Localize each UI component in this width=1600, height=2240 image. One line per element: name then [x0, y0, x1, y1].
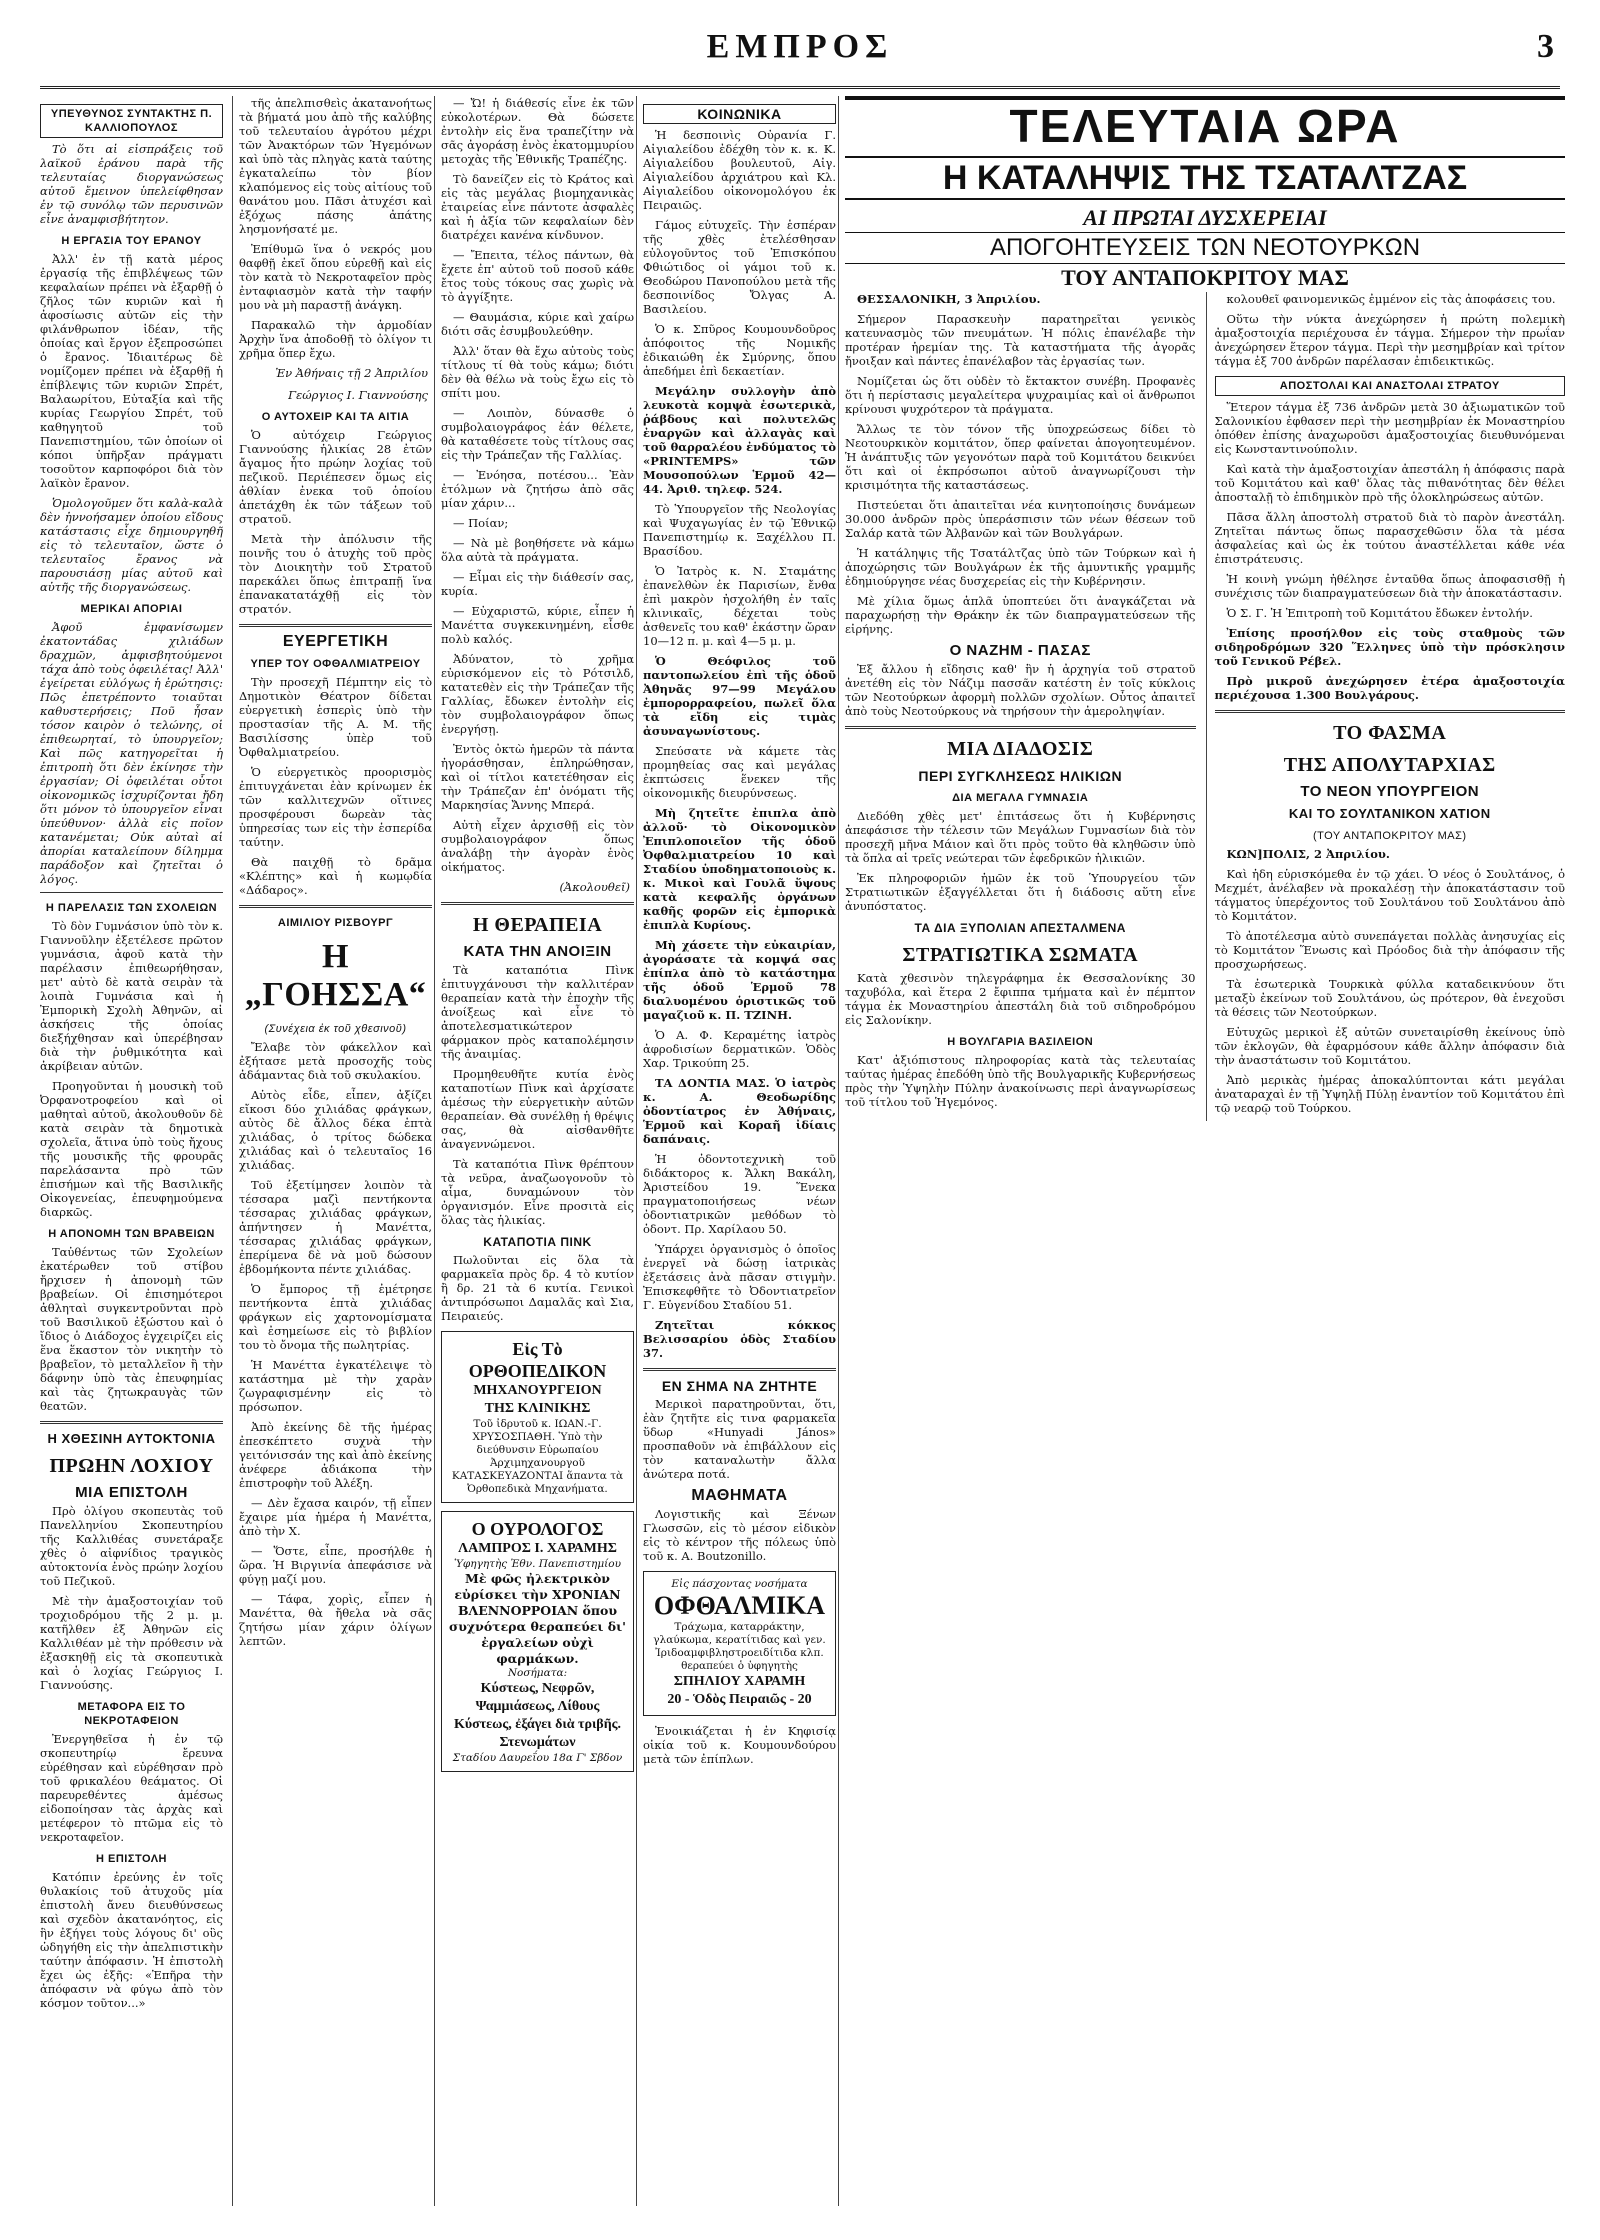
ad-body: Κύστεως, Νεφρῶν, Ψαμμιάσεως, Λίθους Κύστεως, ἐξάγει διὰ τριβῆς. Στενωμάτων [453, 1681, 622, 1750]
headline: ΤΗΣ ΑΠΟΛΥΤΑΡΧΙΑΣ [1283, 754, 1496, 776]
paragraph: Αὐτὸς εἶδε, εἶπεν, ἀξίζει εἴκοσι δύο χιλιάδας φράγκων, αὐτὸς δὲ ἄλλος δέκα ἑπτὰ χιλιάδας, ὁ τρίτος δώδεκα χιλιάδας καὶ ὁ τελευταῖος 16 χιλιάδας. [239, 1088, 432, 1172]
paragraph: Τὰ καταπότια Πὶνκ ἐπιτυγχάνουσι τὴν καλλιτέραν θεραπείαν κατὰ τὴν ἐποχὴν τῆς ἀνοίξεως καὶ εἶνε τὸ ἀποτελεσματικώτερον φάρμακον πρὸς καταπολέμησιν τῆς ἀναιμίας. [441, 963, 634, 1061]
paragraph: Ὁ Σ. Γ. Ἡ Ἐπιτροπὴ τοῦ Κομιτάτου ἔδωκεν ἐντολήν. [1226, 606, 1533, 620]
paragraph: Πρὸ ὀλίγου σκοπευτὰς τοῦ Πανελληνίου Σκοπευτηρίου τῆς Καλλιθέας συνετάραξε χθὲς ὁ αἰφνίδιος τραγικὸς αὐτοκτονία ἑνὸς πρώην λοχίου τοῦ Πεζικοῦ. [40, 1504, 223, 1588]
paragraph: Κατὰ χθεσινὸν τηλεγράφημα ἐκ Θεσσαλονίκης 30 ταχυβόλα, καὶ ἕτερα 2 ἔφιππα τμήματα καὶ ἐν πέμπτον τάγμα ἐκ Μοναστηρίου ἀπεστάλη διὰ τοῦ σιδηροδρόμου εἰς Σαλονίκην. [845, 971, 1196, 1027]
paragraph: Οὕτω τὴν νύκτα ἀνεχώρησεν ἡ πρώτη πολεμικὴ ἀμαξοστοιχία περιέχουσα ἐν τάγμα. Σήμερον τὴν πρωΐαν ἀνεχώρησεν ἕτερον τάγμα. Περὶ τὴν μεσημβρίαν καὶ τρίτον τάγμα ἐξ 700 ἀνδρῶν παρέλασαν ἐπιδεικτικῶς. [1214, 312, 1565, 368]
latest-news-right [1206, 292, 1566, 1121]
paragraph: Μὴ χάσετε τὴν εὐκαιρίαν, ἀγοράσατε τὰ κομψά σας ἐπίπλα ἀπὸ τὸ κατάστημα τῆς ὁδοῦ Ἑρμοῦ 78 διαλυομένου ὁριστικῶς τοῦ μαγαζιοῦ κ. Π. ΤΖΙΝΗ. [643, 938, 836, 1022]
paragraph: Ἡ κοινὴ γνώμη ἠθέλησε ἐνταῦθα ὅπως ἀποφασισθῇ ἡ συνέχισις τῶν διαπραγματεύσεων διὰ τὴν ἀποκατάστασιν. [1214, 572, 1565, 600]
paragraph: Ὁ Ἰατρὸς κ. Ν. Σταμάτης ἐπανελθὼν ἐκ Παρισίων, ἔνθα ἐπὶ μακρὸν ἠσχολήθη ἐν ταῖς κλινικαῖς, δέχεται τοὺς ἀσθενεῖς του καθ' ἑκάστην ὥραν 10—12 π. μ. καὶ 4—5 μ. μ. [643, 564, 836, 648]
paragraph: Μεγάλην συλλογὴν ἀπὸ λευκοτὰ κομψὰ ἐσωτερικὰ, ῥάβδους καὶ πολυτελῶς ἐναργῶν καὶ ἀλλαγὰς καὶ τοῦ θαρραλέου ἐνδύματος τὸ «PRINTEMPS» τῶν Μουσοπούλων Ἑρμοῦ 42—44. Ἀριθ. τηλεφ. 524. [643, 384, 836, 496]
headline: ΜΙΑ ΕΠΙΣΤΟΛΗ [75, 1484, 188, 1501]
paragraph: Μὲ τὴν ἀμαξοστοιχίαν τοῦ τροχιοδρόμου τῆς 2 μ. μ. κατῆλθεν ἐξ Ἀθηνῶν εἰς Καλλιθέαν μὲ τὴν πρόθεσιν νὰ ἐξασκηθῇ εἰς τὰ σκοπευτικὰ καὶ ὁ λοχίας Γεώργιος Ι. Γιαννούσης. [40, 1594, 223, 1692]
paragraph: Ἀφοῦ ἐμφανίσωμεν ἐκατοντάδας χιλιάδων δραχμῶν, ἀμφισβητούμενοι τάχα ἀπὸ τοὺς ὀφειλέτας! Ἀλλ' ἐγείρεται εὐλόγως ἡ ἐρώτησις: Πῶς ἐπετρέποντο τοιαῦται καθυστερήσεις; Ποῦ ἦσαν τόσον καιρὸν ὁ τελώνης, οἱ ἐπιθεωρηταί, τὸ ὑπουργεῖον; Καὶ πῶς κατηγορεῖται ἡ ἐπιτροπὴ ὅτι δὲν ἐκίνησε τὴν ἐργασίαν; Οἱ ὀφειλέται οὗτοι οἰκονομικῶς ἰσχυρίζονται ἤδη ὅτι μόνον τὸ ὑπουργεῖον εἶναι ὑπεύθυνον· ἀλλὰ εἰς ποῖον κατανέμεται; Οὐκ αὐταὶ αἱ ἀπορίαι καταλείπουν δίλημμα παράδοξον καὶ ζητεῖται ὁ λόγος. [40, 620, 223, 886]
latest-news-columns [845, 292, 1565, 1121]
paragraph: Πρὸ μικροῦ ἀνεχώρησεν ἐτέρα ἀμαξοστοιχία περιέχουσα 1.300 Βουλγάρους. [1214, 674, 1565, 702]
ad-body: Τοῦ ἰδρυτοῦ κ. ΙΩΑΝ.-Γ. ΧΡΥΣΟΣΠΑΘΗ. Ὑπὸ τὴν διεύθυνσιν Εὐρωπαίου Ἀρχιμηχανουργοῦ ΚΑΤΑΣΚΕΥΑΖΟΝΤΑΙ ἅπαντα τὰ Ὀρθοπεδικὰ Μηχανήματα. [451, 1418, 624, 1495]
paragraph: Θὰ παιχθῇ τὸ δρᾶμα «Κλέπτης» καὶ ἡ κωμῳδία «Δάδαρος». [239, 855, 432, 897]
paragraph: Ἀλλ' ὅταν θὰ ἔχω αὐτοὺς τοὺς τίτλους τί θὰ τοὺς κάμω; διότι δὲν θὰ θέλω νὰ τοὺς ἔχω εἰς τὸ σπίτι μου. [441, 344, 634, 400]
banner-byline: ΤΟΥ ΑΝΤΑΠΟΚΡΙΤΟΥ ΜΑΣ [1061, 265, 1349, 290]
paragraph: Ἕτερον τάγμα ἐξ 736 ἀνδρῶν μετὰ 30 ἀξιωματικῶν τοῦ Σαλονικίου ἐφθασεν περὶ τὴν μεσημβρίαν ἐκ Μοναστηρίου ὁπόθεν ἐπίσης ἀναχωροῦσι ἀμαξοστοιχίας διευθυνόμεναι εἰς Κωνσταντινούπολιν. [1214, 400, 1565, 456]
paragraph: — Θαυμάσια, κύριε καὶ χαίρω διότι σᾶς ἐσυμβουλεύθην. [441, 310, 634, 338]
paragraph: κολουθεῖ φαινομενικῶς ἐμμένον εἰς τὰς ἀποφάσεις του. [1226, 292, 1556, 306]
paragraph: ΤΑ ΔΟΝΤΙΑ ΜΑΣ. Ὁ ἰατρὸς κ. Α. Θεοδωρίδης ὀδοντίατρος ἐν Ἀθήναις, Ἑρμοῦ καὶ Κοραῆ ἰδίαις δαπάναις. [643, 1076, 836, 1146]
paragraph: Ἄλλως τε τὸν τόνον τῆς ὑποχρεώσεως δίδει τὸ Νεοτουρκικὸν κομιτάτον, ὅπερ φαίνεται ἀπογοητευμένον. Ἡ ἀνάπτυξις τῶν γεγονότων παρὰ τοῦ Κομιτάτου δεικνύει ὅτι καὶ οἱ ἐκπρόσωποι αὐτοῦ ἀναγνωρίζουσι τὴν κρισιμότητα τῆς καταστάσεως. [845, 422, 1196, 492]
subheading: ΤΑ ΔΙΑ ΞΥΠΟΛΙΑΝ ΑΠΕΣΤΑΛΜΕΝΑ [914, 921, 1126, 935]
paragraph: Πᾶσα ἄλλη ἀποστολὴ στρατοῦ διὰ τὸ παρὸν ἀνεστάλη. Ζητεῖται πάντως ὅπως παρασχεθῶσιν ὅλα τὰ μέσα ἀσφαλείας καὶ ὡς ἐκ τούτου ἀναστέλλεται κάθε νέα ἐπιστράτευσις. [1214, 510, 1565, 566]
paragraph: — Λοιπὸν, δύνασθε ὁ συμβολαιογράφος ἐάν θέλετε, θὰ καταθέσετε τοὺς τίτλους σας εἰς τὴν Τράπεζαν τῆς Γαλλίας. [441, 406, 634, 462]
section-heading: ΚΟΙΝΩΝΙΚΑ [643, 104, 836, 124]
banner-subheadline: ΑΠΟΓΟΗΤΕΥΣΕΙΣ ΤΩΝ ΝΕΟΤΟΥΡΚΩΝ [845, 232, 1565, 264]
paragraph: Λογιστικῆς καὶ Ξένων Γλωσσῶν, εἰς τὸ μέσον εἰδικὸν εἰς τὸ κέντρον τῆς πόλεως ὑπὸ τοῦ κ. Α. Boutzonillo. [643, 1507, 836, 1563]
paragraph: Ὁ Θεόφιλος τοῦ παντοπωλείου ἐπὶ τῆς ὁδοῦ Ἀθηνᾶς 97—99 Μεγάλου ἐμπορορραφείου, πωλεῖ ὅλα τὰ εἴδη εἰς τιμὰς ἀσυναγωνίστους. [643, 654, 836, 738]
paragraph: Παρακαλῶ τὴν ἁρμοδίαν Ἀρχὴν ἵνα ἀποδοθῇ τὸ ὀλίγον τι χρῆμα ὅπερ ἔχω. [239, 318, 432, 360]
paragraph: — Ὅστε, εἶπε, προσήλθε ἡ ὥρα. Ἡ Βιργινία ἀπεφάσισε νὰ φύγῃ μαζί μου. [239, 1544, 432, 1586]
paragraph: Προηγοῦνται ἡ μουσικὴ τοῦ Ὀρφανοτροφείου καὶ οἱ μαθηταὶ αὐτοῦ, ἀκολουθοῦν δὲ κατὰ σειρὰν τὰ δημοτικὰ σχολεῖα, ἅτινα ὑπὸ τοὺς ἤχους τῆς μουσικῆς τῆς φρουρᾶς παρελάσαντα πρὸ τῶν ἐπισήμων καὶ τῆς Βασιλικῆς Οἰκογενείας, ἐπευφημούμενα διαρκῶς. [40, 1079, 223, 1219]
banner-subheadline: ΑΙ ΠΡΩΤΑΙ ΔΥΣΧΕΡΕΙΑΙ [1083, 205, 1327, 230]
ad-line: ΤΗΣ ΚΛΙΝΙΚΗΣ [484, 1401, 591, 1416]
column-3 [434, 96, 640, 2206]
banner-headline: ΤΕΛΕΥΤΑΙΑ ΩΡΑ [845, 96, 1565, 152]
paragraph: — Εὐχαριστῶ, κύριε, εἶπεν ἡ Μανέττα συγκεκινημένη, εἶσθε πολὺ καλός. [441, 604, 634, 646]
paragraph: Ἐντὸς ὀκτὼ ἡμερῶν τὰ πάντα ἠγοράσθησαν, ἐπληρώθησαν, καὶ οἱ τίτλοι κατετέθησαν εἰς τὴν Τράπεζαν ἐπ' ὀνόματι τῆς Μαρκησίας Ἄννης Μπερά. [441, 742, 634, 812]
paragraph: Τὰ ἐσωτερικὰ Τουρκικὰ φύλλα καταδεικνύουν ὅτι μεταξὺ ἐκείνων τοῦ Σουλτάνου, ὡς πρότερον, θὰ ἐνεχοῦσι τὰ θέσεις τῶν Νεοτούρκων. [1214, 977, 1565, 1019]
paragraph: Ἔλαβε τὸν φάκελλον καὶ ἐξήτασε μετὰ προσοχῆς τοὺς ἀδάμαντας διὰ τοῦ σκυλακίου. [239, 1040, 432, 1082]
headline: ΤΟ ΝΕΟΝ ΥΠΟΥΡΓΕΙΟΝ [1300, 783, 1480, 800]
paragraph: Ὁμολογοῦμεν ὅτι καλὰ-καλὰ δὲν ἠννοήσαμεν ὁποίου εἴδους κατάστασις εἶχε δημιουργηθῆ εἰς τὸ τελευταῖον, ὥστε ὁ τελευταῖος ἔρανος νὰ παρουσιάσῃ μίας αὐτοῦ καὶ αὐτῆς τῆς διοργανώσεως. [40, 496, 223, 594]
subheading: Η ΕΡΓΑΣΙΑ ΤΟΥ ΕΡΑΝΟΥ [61, 235, 202, 247]
divider [239, 905, 432, 908]
paragraph: Μὴ ζητεῖτε ἐπιπλα ἀπὸ ἀλλοῦ· τὸ Οἰκονομικὸν Ἐπιπλοποιεῖον τῆς ὁδοῦ Ὀφθαλμιατρείου 10 καὶ Σταδίου ὑποδηματοποιοὺς κ. κ. Μικοὶ καὶ Γουλᾶ ὕψους κατὰ κεφαλῆς ὀργάνων καθῆς φορῶν εἰς ἐμπορικὰ ἐπιπλὰ Κυρίους. [643, 806, 836, 932]
headline: Η ΧΘΕΣΙΝΗ ΑΥΤΟΚΤΟΝΙΑ [47, 1431, 216, 1446]
paragraph: Ταὐθέντως τῶν Σχολείων ἐκατέρωθεν τοῦ στίβου ἤρχισεν ἡ ἀπονομὴ τῶν βραβείων. Οἱ ἐπισημότεροι ἀθληταὶ συγκεντροῦνται πρὸ τοῦ Βασιλικοῦ ἐξώστου καὶ ὁ ἴδιος ὁ Διάδοχος ἐγχειρίζει εἰς ἕνα ἕκαστον τὸν νικητὴν τὸ βραβεῖον, τὸ μεταλλεῖον ἢ τὴν δάφνην ὑπὸ τὰς ἐπευφημίας καὶ τὰς ζητωκραυγὰς τῶν θεατῶν. [40, 1245, 223, 1413]
subheading: Η ΠΑΡΕΛΑΣΙΣ ΤΩΝ ΣΧΟΛΕΙΩΝ [45, 902, 218, 914]
divider [441, 902, 634, 905]
headline: ΥΠΕΡ ΤΟΥ ΟΦΘΑΛΜΙΑΤΡΕΙΟΥ [250, 658, 421, 670]
paragraph: Ὑπάρχει ὀργανισμὸς ὁ ὁποῖος ἐνεργεῖ νὰ δώσῃ ἰατρικὰς ἐξετάσεις ἀνὰ πᾶσαν στιγμὴν. Ἐπισκεφθῆτε τὸ Ὀδοντιατρεῖον Γ. Εὐγενίδου Σταδίου 51. [643, 1242, 836, 1312]
letter-signature: Γεώργιος Ι. Γιαννούσης [288, 388, 428, 402]
subheading: Η ΕΠΙΣΤΟΛΗ [96, 1853, 167, 1865]
paragraph: Ἡ Μανέττα ἐγκατέλειψε τὸ κατάστημα μὲ τὴν χαρὰν ζωγραφισμένην εἰς τὸ πρόσωπον. [239, 1358, 432, 1414]
paragraph: Ὁ εὐεργετικὸς προορισμὸς ἐπιτυγχάνεται ἐὰν κρίνωμεν ἐκ τῶν καλλιτεχνῶν οἵτινες προσφέρουσι δωρεὰν τὰς ὑπηρεσίας των εἰς τὴν ἑσπερίδα ταύτην. [239, 765, 432, 849]
paragraph: — Ἔπειτα, τέλος πάντων, θὰ ἔχετε ἐπ' αὐτοῦ τοῦ ποσοῦ κάθε ἔτος τοὺς τόκους σας χωρὶς νὰ τὸ ἀγγίξητε. [441, 248, 634, 304]
paragraph: Διεδόθη χθὲς μετ' ἐπιτάσεως ὅτι ἡ Κυβέρνησις ἀπεφάσισε τὴν τέλεσιν τῶν Μεγάλων Γυμνασίων διὰ τὸν προσεχῆ μῆνα Μάιον καὶ ὅτι πρὸς τοῦτο θὰ κληθῶσιν ὑπὸ τὰ ὅπλα αἱ τρεῖς νεώτεραι τῶν ἐφεδρικῶν ἡλικιῶν. [845, 809, 1196, 865]
paragraph: Προμηθευθῆτε κυτία ἐνὸς καταποτίων Πὶνκ καὶ ἀρχίσατε ἀμέσως τὴν εὐεργετικὴν αὐτῶν θεραπείαν. Θὰ συνέλθῃ ἡ θρέψις σας, θὰ αἰσθανθῆτε ἀναγεννώμενοι. [441, 1067, 634, 1151]
paragraph: Ἐξ ἄλλου ἡ εἴδησις καθ' ἣν ἡ ἀρχηγία τοῦ στρατοῦ ἀνετέθη εἰς τὸν Νάζιμ πασσᾶν κατέστη ἐν τοῖς κύκλοις τῶν Νεοτούρκων ἀφορμὴ πολλῶν σχολίων. Οὗτος ἀπαιτεῖ ἀπὸ τοὺς Νεοτούρκους νὰ τηρήσουν τὴν ἀμεροληψίαν. [845, 662, 1196, 718]
divider [239, 624, 432, 627]
ad-line: Εἰς Τὸ [512, 1339, 563, 1359]
paragraph: Ζητεῖται κόκκος Βελισσαρίου ὁδὸς Σταδίου 37. [643, 1318, 836, 1360]
paragraph: Νομίζεται ὡς ὅτι οὐδὲν τὸ ἔκτακτον συνέβη. Προφανὲς ὅτι ἡ περίστασις μεγαλείτερα ψυχραιμίας καὶ οἱ ἄνθρωποι κρίνουσι ψυχρότερον τὰ πράγματα. [845, 374, 1196, 416]
headline: Η ΘΕΡΑΠΕΙΑ [472, 914, 603, 936]
subheading: ΜΕΡΙΚΑΙ ΑΠΟΡΙΑΙ [80, 603, 183, 615]
divider [643, 1368, 836, 1371]
paragraph: Ἐπίσης προσήλθον εἰς τοὺς σταθμοὺς τῶν σιδηροδρόμων 320 Ἕλληνες ὑπὸ τὴν πρόσκλησιν τοῦ Γενικοῦ Ρέβελ. [1214, 626, 1565, 668]
headline: ΜΙΑ ΔΙΑΔΟΣΙΣ [947, 738, 1094, 760]
ad-line: Εἰς πάσχοντας νοσήματα [671, 1578, 808, 1590]
newspaper-title: ΕΜΠΡΟΣ [706, 28, 894, 65]
ad-address: 20 - Ὁδὸς Πειραιῶς - 20 [667, 1692, 812, 1707]
paragraph: Ἐνεργηθεῖσα ἡ ἐν τῷ σκοπευτηρίῳ ἔρευνα εὑρέθησαν καὶ εὑρέθησαν πρὸ τοῦ φρικαλέου θεάματος. Οἱ παρευρεθέντες ἀμέσως εἰδοποίησαν τὰς ἀρχὰς καὶ μετέφερον τὸ πτῶμα εἰς τὸ νεκροταφεῖον. [40, 1732, 223, 1844]
paragraph: Αὐτὴ εἶχεν ἀρχισθῇ εἰς τὸν συμβολαιογράφον ὅπως ἀναλάβῃ τὴν ἀγορὰν ἑνὸς οἰκήματος. [441, 818, 634, 874]
ad-line: ΟΦΘΑΛΜΙΚΑ [653, 1591, 826, 1620]
serial-subtitle: (Συνέχεια ἐκ τοῦ χθεσινοῦ) [264, 1023, 407, 1035]
letter-date: Ἐν Ἀθήναις τῇ 2 Ἀπριλίου [275, 366, 428, 380]
subheading: Ο ΝΑΖΗΜ - ΠΑΣΑΣ [949, 642, 1091, 659]
advertisement-orthopedic [441, 1331, 634, 1503]
paragraph: Ἡ δεσποινὶς Οὐρανία Γ. Αἰγιαλείδου ἐδέχθη τὸν κ. κ. Κ. Αἰγιαλείδου βουλευτοῦ, Αἰγ. Αἰγιαλείδου ἀρχιάτρου καὶ Κλ. Αἰγιαλείδου οἰκονομολόγου ἐκ Πειραιῶς. [643, 128, 836, 212]
paragraph: Πωλοῦνται εἰς ὅλα τὰ φαρμακεῖα πρὸς δρ. 4 τὸ κυτίον ἢ δρ. 21 τὰ 6 κυτία. Γενικοὶ ἀντιπρόσωποι Δαμαλᾶς καὶ Σια, Πειραιεύς. [441, 1253, 634, 1323]
paragraph: Γάμος εὐτυχεῖς. Τὴν ἑσπέραν τῆς χθὲς ἐτελέσθησαν εὐλογοῦντος τοῦ Ἐπισκόπου Φθιώτιδος οἱ γάμοι τοῦ κ. Θεοδώρου Πανοπούλου μετὰ τῆς δεσποινίδος Ὄλγας Α. Βασιλείου. [643, 218, 836, 316]
section-tag: ΥΠΕΥΘΥΝΟΣ ΣΥΝΤΑΚΤΗΣ Π. ΚΑΛΛΙΟΠΟΥΛΟΣ [40, 104, 223, 138]
paragraph: Πιστεύεται ὅτι ἀπαιτεῖται νέα κινητοποίησις δυνάμεων 30.000 ἀνδρῶν πρὸς ὑπεράσπισιν τῶν νέων θέσεων τοῦ Σαλάρ κατὰ τῶν Ἀλβανῶν καὶ τῶν Βουλγάρων. [845, 498, 1196, 540]
paragraph: — Δὲν ἔχασα καιρόν, τῇ εἶπεν ἔχαιρε μία ἡμέρα ἡ Μανέττα, ἀπὸ τὴν Χ. [239, 1496, 432, 1538]
headline: ΔΙΑ ΜΕΓΑΛΑ ΓΥΜΝΑΣΙΑ [952, 792, 1089, 804]
headline: ΚΑΙ ΤΟ ΣΟΥΛΤΑΝΙΚΟΝ ΧΑΤΙΟΝ [1288, 806, 1491, 821]
paragraph: Τὸ Ὑπουργεῖον τῆς Νεολογίας καὶ Ψυχαγωγίας ἐν τῷ Ἐθνικῷ Πανεπιστημίῳ κ. Ξαχέλλου Π. Βρασίδου. [643, 502, 836, 558]
paragraph: Ἡ ὀδοντοτεχνικὴ τοῦ διδάκτορος κ. Ἄλκη Βακάλη, Ἀριστείδου 19. Ἕνεκα πραγματοποιήσεως νέων ὀδοντιατρικῶν μεθόδων τὸ ὁδοντ. Πρ. Χαρίλαου 50. [643, 1152, 836, 1236]
paragraph: Καὶ κατὰ τὴν ἀμαξοστοιχίαν ἀπεστάλη ἡ ἀπόφασις παρὰ τοῦ Κομιτάτου καὶ καθ' ὅλας τὰς πιθανότητας δὲν θέλει ἀποσταλῇ τὸ ἐπιδημικὸν πρὸ τῆς ὁλοκληρώσεως αὐτῶν. [1214, 462, 1565, 504]
paragraph: — Τάφα, χορὶς, εἶπεν ἡ Μανέττα, θὰ ἤθελα νὰ σᾶς ζητήσω μίαν χάριν ὁλίγων λεπτῶν. [239, 1592, 432, 1648]
paragraph: Κατ' ἀξιόπιστους πληροφορίας κατὰ τὰς τελευταίας ταύτας ἡμέρας ἐπεδόθη ὑπὸ τῆς Βουλγαρικῆς Κυβερνήσεως πρὸς τὴν Ὑψηλὴν Πύλην ἀνακοίνωσις περὶ ἀναγνωρίσεως τοῦ τίτλου τοῦ Ἡγεμόνος. [845, 1053, 1196, 1109]
ad-address: Σταδίου Δαυρεΐου 18α Γ' Σβδον [452, 1752, 623, 1764]
paragraph: Σήμερον Παρασκευὴν παρατηρεῖται γενικὸς κατευνασμὸς τῶν πνευμάτων. Ἡ πόλις ἐπανέλαβε τὴν προτέραν ἡρεμίαν της. Τὰ καταστήματα τῆς ἀγορᾶς ἤνοιξαν καὶ πάντες ἐπανέλαβον τὰς ἐργασίας των. [845, 312, 1196, 368]
paragraph: Σπεύσατε νὰ κάμετε τὰς προμηθείας σας καὶ μεγάλας ἐκπτώσεις ἕνεκεν τῆς οἰκονομικῆς διευρύνσεως. [643, 744, 836, 800]
paragraph: Τὰ καταπότια Πὶνκ θρέπτουν τὰ νεῦρα, ἀναζωογονοῦν τὸ αἷμα, δυναμώνουν τὸν ὀργανισμόν. Εἶνε προσιτὰ εἰς ὅλας τὰς ἡλικίας. [441, 1157, 634, 1227]
headline: (ΤΟΥ ΑΝΤΑΠΟΚΡΙΤΟΥ ΜΑΣ) [1312, 830, 1467, 842]
ad-line: ΟΡΘΟΠΕΔΙΚΟΝ [468, 1361, 607, 1381]
paragraph: Μετὰ τὴν ἀπόλυσιν τῆς ποινῆς του ὁ ἀτυχὴς τοῦ πρὸς τὸν Διοικητὴν τοῦ Στρατοῦ παρεκάλει ὅπως ἐπιτραπῇ ἵνα ἐπανακατατάχθῇ εἰς τὸν στρατόν. [239, 532, 432, 616]
paragraph: τῆς ἀπελπισθεὶς ἀκατανοήτως τὰ βήματά μου ἀπὸ τῆς καλύβης τοῦ τελευταίου ἀγρότου μέχρι τῶν Ἀνακτόρων τῶν Ἡγεμόνων καὶ ὑπὸ τὰς πληγὰς κατὰ ταύτης ἐγκαταλείπω τὸν βίον κλαπόμενος εἰς τοὺς αἰτίους τοῦ θανάτου μου. Πᾶσι ἀτυχέσι καὶ ἐξόχως πάσης ἀπάτης λησμονήσατέ με. [239, 96, 432, 236]
paragraph: — Ὤ! ἡ διάθεσίς εἶνε ἐκ τῶν εὐκολοτέρων. Θὰ δώσετε ἐντολὴν εἰς ἕνα τραπεζίτην νὰ σᾶς ἀγοράσῃ ἑνὸς ἑκατομμυρίου μετοχὰς τῆς Ἐθνικῆς Τραπέζης. [441, 96, 634, 166]
latest-news-section [838, 96, 1571, 2206]
dateline: ΚΩΝ]ΠΟΛΙΣ, 2 Ἀπριλίου. [1226, 847, 1390, 861]
ad-line: ΛΑΜΠΡΟΣ Ι. ΧΑΡΑΜΗΣ [458, 1541, 617, 1556]
headline: ΠΡΩΗΝ ΛΟΧΙΟΥ [49, 1455, 214, 1477]
paragraph: Ἐνοικιάζεται ἡ ἐν Κηφισίᾳ οἰκία τοῦ κ. Κουμουνδούρου μετὰ τῶν ἐπίπλων. [643, 1724, 836, 1766]
paragraph: Ἀδύνατον, τὸ χρῆμα εὑρισκόμενον εἰς τὸ Ρότσιλδ, κατατεθὲν εἰς τὴν Τράπεζαν τῆς Γαλλίας, ἔδωκεν ἐντολὴν εἰς τὸν συμβολαιογράφον ὅπως ἐνεργήσῃ. [441, 652, 634, 736]
headline: ΕΝ ΣΗΜΑ ΝΑ ΖΗΤΗΤΕ [661, 1378, 818, 1394]
paragraph: Τὸ ἀποτέλεσμα αὐτὸ συνεπάγεται πολλὰς ἀνησυχίας εἰς τὸ Κομιτάτον Ἕνωσις καὶ Πρόοδος διὰ τὴν ἀπόφασιν τῆς προσχωρήσεως. [1214, 929, 1565, 971]
paragraph: Καὶ ἡδη εὑρισκόμεθα ἐν τῷ χάει. Ὁ νέος ὁ Σουλτάνος, ὁ Μεχμέτ, ἀνέλαβεν νὰ προκαλέσῃ τὴν ἀποκατάστασιν τοῦ τάγματος ὑπερέχοντος τοῦ Σουλτάνου τοῦ Σουλτάνου ἀπὸ τὸ Κομιτάτον. [1214, 867, 1565, 923]
paragraph: Τὴν προσεχῆ Πέμπτην εἰς τὸ Δημοτικὸν Θέατρον δίδεται εὐεργετικὴ ἑσπερὶς ὑπὸ τὴν προστασίαν τῆς Α. Μ. τῆς Βασιλίσσης ὑπὲρ τοῦ Ὀφθαλμιατρείου. [239, 675, 432, 759]
paragraph: Ἀπὸ ἐκείνης δὲ τῆς ἡμέρας ἐπεσκέπτετο συχνὰ τὴν γειτόνισσάν της καὶ ἀπὸ ἐκείνης ἀνέφερε ἀδιάκοπα τὴν ἐπιστροφὴν τοῦ Ἀλέξη. [239, 1420, 432, 1490]
subheading: Η ΒΟΥΛΓΑΡΙΑ ΒΑΣΙΛΕΙΟΝ [947, 1036, 1094, 1048]
divider [845, 726, 1196, 729]
masthead [40, 28, 1560, 89]
divider [1215, 710, 1566, 713]
paragraph: Ἡ κατάληψις τῆς Τσατάλτζας ὑπὸ τῶν Τούρκων καὶ ἡ ἀποχώρησις τῶν Βουλγάρων ἐκ τῆς ἀμυντικῆς γραμμῆς ἐδημιούργησε νέας δυσχερείας εἰς τὴν Κυβέρνησιν. [845, 546, 1196, 588]
subheading: Ο ΑΥΤΟΧΕΙΡ ΚΑΙ ΤΑ ΑΙΤΙΑ [261, 411, 410, 423]
headline: ΜΑΘΗΜΑΤΑ [691, 1487, 788, 1504]
column-2 [232, 96, 438, 2206]
subheading: ΜΕΤΑΦΟΡΑ ΕΙΣ ΤΟ ΝΕΚΡΟΤΑΦΕΙΟΝ [77, 1701, 186, 1727]
paragraph: Ἐκ πληροφοριῶν ἡμῶν ἐκ τοῦ Ὑπουργείου τῶν Στρατιωτικῶν ἐξαγγέλλεται ὅτι ἡ διάδοσις αὕτη εἶνε ἀνυπόστατος. [845, 871, 1196, 913]
paragraph: Τοῦ ἐξετίμησεν λοιπὸν τὰ τέσσαρα μαζὶ πεντήκοντα τέσσαρας χιλιάδας φράγκων, ἀπήντησεν ἡ Μανέττα, τέσσαρας χιλιάδας φράγκων, ἐπερίμενα δὲ νὰ μοῦ δώσουν ἑβδομήκοντα πέντε χιλιάδας. [239, 1178, 432, 1276]
ad-body: Τράχωμα, καταρράκτην, γλαύκωμα, κερατίτιδας καὶ γεν. Ἰριδοαμφιβληστροειδίτιδα κλπ. θεραπεύει ὁ ὑφηγητὴς [653, 1621, 826, 1672]
paragraph: — Εἶμαι εἰς τὴν διάθεσίν σας, κυρία. [441, 570, 634, 598]
paragraph: — Νὰ μὲ βοηθήσετε νὰ κάμω ὅλα αὐτὰ τὰ πράγματα. [441, 536, 634, 564]
paragraph: Μὲ χίλια ὅμως ἁπλᾶ ὑποπτεύει ὅτι ἀναγκάζεται νὰ παραχωρήσῃ τὴν Θράκην ἐκ τῶν διαπραγματεύσεων τῆς εἰρήνης. [845, 594, 1196, 636]
paragraph: Εὐτυχῶς μερικοὶ ἐξ αὐτῶν συνεταιρίσθη ἐκείνους ὑπὸ τῶν ἐκλογῶν, θὰ ἐφαρμόσουν κάθε ἄλλην ἀπόφασιν διὰ τὴν ἀναστάτωσιν τοῦ Κομιτάτου. [1214, 1025, 1565, 1067]
paragraph: Κατόπιν ἐρεύνης ἐν τοῖς θυλακίοις τοῦ ἀτυχοῦς μία ἐπιστολὴ ἄνευ διευθύνσεως καὶ σχεδὸν ἀκατανόητος, εἰς ἣν ἐξήγει τοὺς λόγους δι' οὓς ὡδηγήθη εἰς τὴν ἀπελπιστικὴν ταύτην ἀπόφασιν. Ἡ ἐπιστολὴ ἔχει ὡς ἑξῆς: «Ἐπῆρα τὴν ἀπόφασιν νὰ φύγω ἀπὸ τὸν κόσμον τοῦτον...» [40, 1870, 223, 2010]
subheading: ΚΑΤΑΠΟΤΙΑ ΠΙΝΚ [483, 1235, 592, 1249]
headline: ΚΑΤΑ ΤΗΝ ΑΝΟΙΞΙΝ [463, 943, 612, 960]
headline: ΤΟ ΦΑΣΜΑ [1333, 722, 1447, 744]
column-1 [40, 96, 229, 2206]
paragraph: Ἐπίθυμῶ ἵνα ὁ νεκρός μου θαφθῇ ἐκεῖ ὅπου εὑρεθῇ καὶ εἰς τὸν κατὰ τὸ Νεκροταφεῖον πρὸς ἐνταφιασμὸν κατὰ τὴν ταφήν μου νὰ μὴ παραστῇ ἀνάγκη. [239, 242, 432, 312]
paragraph: — Ἐνόησα, ποτέσου... Ἐὰν ἐτόλμων νὰ ζητήσω ἀπὸ σᾶς μίαν χάριν... [441, 468, 634, 510]
continued-note: (Ἀκολουθεῖ) [559, 880, 630, 894]
paragraph: Τὸ ὅτι αἱ εἰσπράξεις τοῦ λαϊκοῦ ἐράνου παρὰ τῆς τελευταίας διοργανώσεως αὐτοῦ ἔμεινον ὑπελείφθησαν ἐν τῷ συνόλῳ τῶν περυσινῶν εἶνε ἀναμφισβήτητον. [40, 142, 223, 226]
ad-line: Ο ΟΥΡΟΛΟΓΟΣ [471, 1519, 604, 1539]
paragraph: Ἀπὸ μερικὰς ἡμέρας ἀποκαλύπτονται κάτι μεγάλαι ἀναταραχαὶ ἐν τῇ Ὑψηλῇ Πύλῃ ἐναντίον τοῦ Κομιτάτου ἐπὶ τῷ νεαρῷ τοῦ Τούρκου. [1214, 1073, 1565, 1115]
paragraph: Ὁ Α. Φ. Κεραμέτης ἰατρὸς ἀφροδισίων δερματικῶν. Ὁδὸς Χαρ. Τρικούπη 25. [643, 1028, 836, 1070]
latest-news-left [845, 292, 1196, 1121]
headline: ΠΕΡΙ ΣΥΓΚΛΗΣΕΩΣ ΗΛΙΚΙΩΝ [918, 768, 1123, 784]
advertisement-ophthalmic [643, 1571, 836, 1716]
paragraph: Τὸ δὸν Γυμνάσιον ὑπὸ τὸν κ. Γιαννοῦλην ἐξετέλεσε πρῶτον γυμνάσια, ἀφοῦ κατὰ τὴν παρέλασιν ἐπιθεωρήθησαν, μετ' αὐτὸ δὲ κατὰ σειρὰν τὰ λοιπὰ Γυμνάσια καὶ ἡ Ἐμπορικὴ Σχολὴ Ἀθηνῶν, αἱ ἀσκήσεις τῆς ὁποίας διεξήχθησαν καὶ ὑπερέβησαν διὰ τὴν ῥυθμικότητα καὶ ἀκρίβειαν αὐτῶν. [40, 919, 223, 1073]
page-number: 3 [1537, 28, 1554, 65]
headline: ΕΥΕΡΓΕΤΙΚΗ [282, 633, 389, 650]
ad-line: ΣΠΗΛΙΟΥ ΧΑΡΑΜΗ [673, 1674, 806, 1689]
ad-line: Νοσήματα: [507, 1667, 568, 1679]
ad-line: Ὑφηγητὴς Ἐθν. Πανεπιστημίου [454, 1558, 621, 1570]
subheading: ΑΠΟΣΤΟΛΑΙ ΚΑΙ ΑΝΑΣΤΟΛΑΙ ΣΤΡΑΤΟΥ [1215, 376, 1566, 396]
paragraph: — Ποίαν; [453, 516, 509, 530]
paragraph: Τὸ δανείζεν εἰς τὸ Κράτος καὶ εἰς τὰς μεγάλας βιομηχανικὰς ἐταιρείας εἶνε πάντοτε ἀσφαλὲς καὶ ἡ ἀξία τῶν κεφαλαίων δὲν διατρέχει κανένα κίνδυνον. [441, 172, 634, 242]
headline: ΣΤΡΑΤΙΩΤΙΚΑ ΣΩΜΑΤΑ [902, 944, 1139, 966]
serial-author: ΑΙΜΙΛΙΟΥ ΡΙΣΒΟΥΡΓ [277, 917, 394, 929]
subheading: Η ΑΠΟΝΟΜΗ ΤΩΝ ΒΡΑΒΕΙΩΝ [48, 1228, 215, 1240]
banner-headline: Η ΚΑΤΑΛΗΨΙΣ ΤΗΣ ΤΣΑΤΑΛΤΖΑΣ [845, 156, 1565, 200]
paragraph: Ὁ ἔμπορος τῇ ἐμέτρησε πεντήκοντα ἑπτὰ χιλιάδας φράγκων εἰς χαρτονομίσματα καὶ ἐσημείωσε εἰς τὸ βιβλίον του τὸ ὄνομα τῆς πωλητρίας. [239, 1282, 432, 1352]
paragraph: Ἀλλ' ἐν τῇ κατὰ μέρος ἐργασίᾳ τῆς ἐπιβλέψεως τῶν κεφαλαίων πρέπει νὰ ἐξαρθῇ ὁ ζῆλος τῶν κυριῶν καὶ ἡ ἀφοσίωσις αὐτῶν εἰς τὴν φιλάνθρωπον ἰδέαν, τῆς ὁποίας καὶ ἔργον ἐξεπροσώπει ὁ ἔρανος. Ἰδιαιτέρως δὲ νομίζομεν πρέπει νὰ ἐξαρθῇ ἡ ἐπίβλεψις τῶν κυριῶν Σπρέτ, Βαλαωρίτου, Εὐταξία καὶ τῆς κυρίας Γεωργίου Σπρέτ, τοῦ καθηγητοῦ τοῦ Πανεπιστημίου, τῶν ὁποίων οἱ κόποι ὑπῆρξαν πράγματι τοσοῦτον καρποφόροι διὰ τὸν λαϊκὸν ἔρανον. [40, 252, 223, 490]
advertisement-urologist [441, 1511, 634, 1772]
divider [40, 892, 223, 893]
dateline: ΘΕΣΣΑΛΟΝΙΚΗ, 3 Ἀπριλίου. [857, 292, 1041, 306]
divider [40, 1421, 223, 1424]
paragraph: Ὁ κ. Σπῦρος Κουμουνδοῦρος ἀπόφοιτος τῆς Νομικῆς ἐδικαιώθη ἐκ Σμύρνης, ὅπου ἀπεδήμει ἐπὶ δεκαετίαν. [643, 322, 836, 378]
ad-line: ΜΗΧΑΝΟΥΡΓΕΙΟΝ [473, 1383, 602, 1398]
paragraph: Ὁ αὐτόχειρ Γεώργιος Γιαννούσης ἠλικίας 28 ἐτῶν ἄγαμος ἦτο πρώην λοχίας τοῦ πεζικοῦ. Περιέπεσεν ὅμως εἰς ἀθλίαν ἐνεκα τοῦ ὁποίου ἀπετάχθη ἐκ τῶν τάξεων τοῦ στρατοῦ. [239, 428, 432, 526]
serial-title: Η „ΓΟΗΣΣΑ“ [244, 938, 427, 1013]
ad-body: Μὲ φῶς ἠλεκτρικὸν εὐρίσκει τὴν ΧΡΟΝΙΑΝ ΒΛΕΝΝΟΡΡΟΙΑΝ ὅπου συχνότερα θεραπεύει δι' ἐργαλείων οὐχὶ φαρμάκων. [449, 1571, 626, 1666]
paragraph: Μερικοὶ παρατηροῦνται, ὅτι, ἐὰν ζητῆτε εἰς τινα φαρμακεῖα ὕδωρ «Hunyadi János» προσπαθοῦν νὰ ἐπιβάλλουν εἰς τὸν καταναλωτὴν ἄλλα ἀνώτερα ποτά. [643, 1397, 836, 1481]
column-4 [636, 96, 842, 2206]
